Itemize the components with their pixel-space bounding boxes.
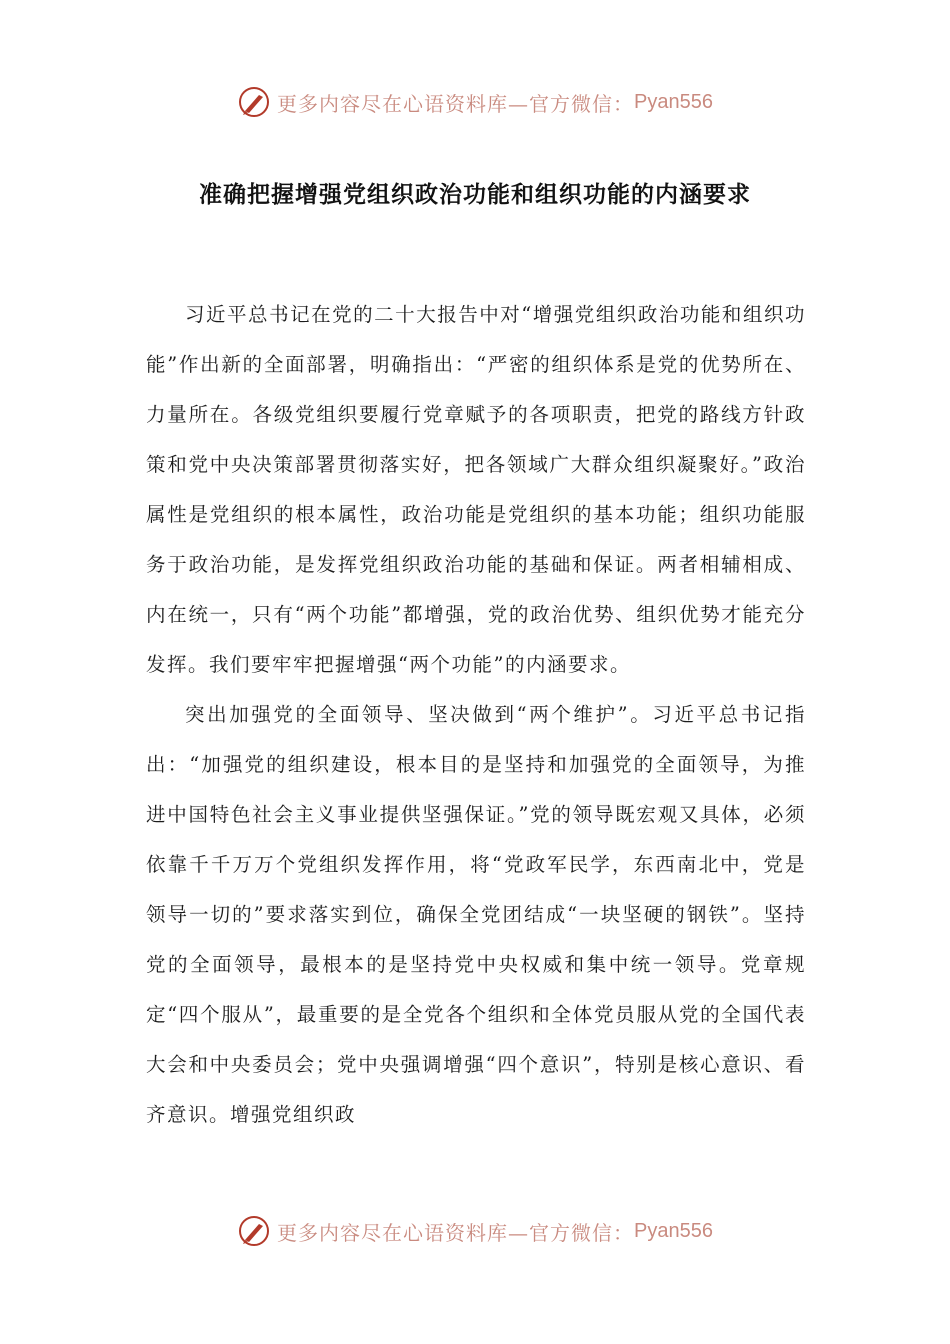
paragraph: 习近平总书记在党的二十大报告中对“增强党组织政治功能和组织功能”作出新的全面部署，明确指出：“严密的组织体系是党的优势所在、力量所在。各级党组织要履行党章赋予的各项职责，把党的路线方针政策和党中央决策部署贯彻落实好，把各领域广大群众组织凝聚好。”政治属性是党组织的根本属性，政治功能是党组织的基本功能；组织功能服务于政治功能，是发挥党组织政治功能的基础和保证。两者相辅相成、内在统一，只有“两个功能”都增强，党的政治优势、组织优势才能充分发挥。我们要牢牢把握增强“两个功能”的内涵要求。 xyxy=(146,303,806,676)
banner-text: 更多内容尽在心语资料库—官方微信： xyxy=(277,91,635,116)
document-body xyxy=(146,290,806,1140)
document-title: 准确把握增强党组织政治功能和组织功能的内涵要求 xyxy=(199,182,751,208)
banner-wechat-handle: Pyan556 xyxy=(634,1219,713,1242)
pen-logo-icon xyxy=(237,1214,271,1248)
banner-text: 更多内容尽在心语资料库—官方微信： xyxy=(277,1220,635,1245)
pen-logo-icon xyxy=(237,85,271,119)
banner-wechat-handle: Pyan556 xyxy=(634,90,713,113)
footer-banner xyxy=(0,1211,950,1251)
paragraph: 突出加强党的全面领导、坚决做到“两个维护”。习近平总书记指出：“加强党的组织建设，根本目的是坚持和加强党的全面领导，为推进中国特色社会主义事业提供坚强保证。”党的领导既宏观又具体，必须依靠千千万万个党组织发挥作用，将“党政军民学，东西南北中，党是领导一切的”要求落实到位，确保全党团结成“一块坚硬的钢铁”。坚持党的全面领导，最根本的是坚持党中央权威和集中统一领导。党章规定“四个服从”，最重要的是全党各个组织和全体党员服从党的全国代表大会和中央委员会；党中央强调增强“四个意识”，特别是核心意识、看齐意识。增强党组织政 xyxy=(146,703,806,1126)
header-banner xyxy=(0,82,950,122)
